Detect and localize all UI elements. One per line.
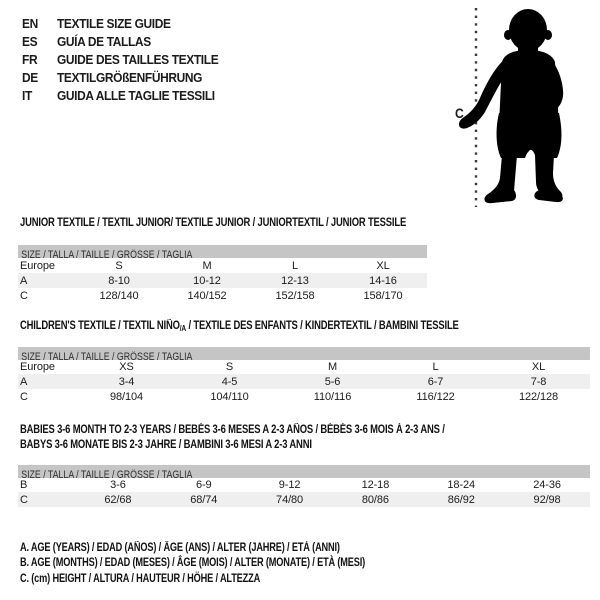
- lang-row-fr: [22, 51, 218, 69]
- height-label: C: [455, 106, 464, 121]
- size-value-cell: 92/98: [504, 492, 590, 507]
- children-title-subscript: /A: [179, 324, 186, 333]
- children-title-text: / TEXTILE DES ENFANTS / KINDERTEXTIL / BAMBINI TESSILE: [185, 320, 459, 332]
- size-value-cell: 86/92: [418, 492, 504, 507]
- row-label: C: [18, 492, 75, 507]
- footnote-c: C. (cm) HEIGHT / ALTURA / HAUTEUR / HÖHE / ALTEZZA: [20, 572, 261, 585]
- lang-row-en: [22, 15, 218, 33]
- size-value-cell: 4-5: [178, 374, 281, 389]
- junior-size-header-text: SIZE / TALLA / TAILLE / GRÖSSE / TAGLIA: [21, 249, 193, 258]
- size-value-cell: M: [327, 360, 338, 373]
- row-label: C: [20, 289, 28, 302]
- size-value-cell: S: [115, 259, 123, 272]
- toddler-figure: [440, 0, 600, 215]
- size-value-cell: 74/80: [247, 492, 333, 507]
- size-value-cell: 110/116: [313, 390, 352, 403]
- table-row: [18, 374, 590, 389]
- table-row: [18, 359, 590, 374]
- children-size-header-text: SIZE / TALLA / TAILLE / GRÖSSE / TAGLIA: [21, 351, 193, 360]
- lang-row-de: [22, 69, 218, 87]
- size-value-cell: L: [432, 360, 439, 373]
- lang-title: GUIDA ALLE TAGLIE TESSILI: [56, 88, 215, 103]
- row-label: A: [18, 273, 75, 288]
- lang-code: IT: [22, 88, 32, 103]
- lang-title: GUIDE DES TAILLES TEXTILE: [56, 52, 219, 67]
- lang-title: TEXTILE SIZE GUIDE: [56, 16, 171, 31]
- junior-size-header-bar: [18, 245, 427, 258]
- size-value-cell: 12-18: [361, 478, 390, 491]
- table-row: [18, 477, 590, 492]
- size-value-cell: 158/170: [363, 289, 403, 302]
- toddler-silhouette-icon: [459, 9, 563, 203]
- size-value-cell: L: [291, 259, 299, 272]
- row-label: B: [20, 478, 28, 491]
- size-value-cell: 104/110: [210, 390, 249, 403]
- size-value-cell: XS: [119, 360, 134, 373]
- row-label: Europe: [20, 360, 55, 373]
- size-value-cell: 140/152: [187, 289, 227, 302]
- lang-row-it: [22, 87, 218, 105]
- size-value-cell: XL: [376, 259, 390, 272]
- size-value-cell: 12-13: [251, 273, 339, 288]
- lang-code: EN: [22, 16, 38, 31]
- size-value-cell: 62/68: [75, 492, 161, 507]
- size-value-cell: 6-9: [195, 478, 212, 491]
- footnote-b: B. AGE (MONTHS) / EDAD (MESES) / ÂGE (MOIS) / ALTER (MONATE) / ETÀ (MESI): [20, 557, 366, 570]
- table-row: [18, 273, 427, 288]
- lang-title: TEXTILGRÖßENFÜHRUNG: [56, 70, 203, 85]
- size-value-cell: 116/122: [416, 390, 455, 403]
- lang-code: DE: [22, 70, 38, 85]
- children-section-title: [20, 320, 459, 335]
- footnote-a: A. AGE (YEARS) / EDAD (AÑOS) / ÂGE (ANS) / ALTER (JAHRE) / ETÀ (ANNI): [20, 542, 340, 554]
- size-value-cell: 68/74: [161, 492, 247, 507]
- footnotes: [20, 541, 365, 587]
- size-value-cell: 8-10: [75, 273, 163, 288]
- size-value-cell: XL: [531, 360, 546, 373]
- size-value-cell: 10-12: [163, 273, 251, 288]
- table-row: [18, 288, 427, 303]
- size-value-cell: 152/158: [275, 289, 315, 302]
- children-size-table: [18, 359, 590, 404]
- size-value-cell: 3-6: [110, 478, 126, 491]
- lang-code: FR: [22, 52, 38, 67]
- size-value-cell: 3-4: [75, 374, 178, 389]
- row-label: C: [20, 390, 28, 403]
- table-row: [18, 389, 590, 404]
- size-value-cell: 80/86: [332, 492, 418, 507]
- size-value-cell: 18-24: [447, 478, 476, 491]
- row-label: A: [18, 374, 75, 389]
- size-value-cell: M: [202, 259, 212, 272]
- babies-size-table: [18, 477, 590, 507]
- size-value-cell: S: [225, 360, 234, 373]
- junior-section-title: JUNIOR TEXTILE / TEXTIL JUNIOR/ TEXTILE JUNIOR / JUNIORTEXTIL / JUNIOR TESSILE: [20, 217, 407, 229]
- size-value-cell: 98/104: [109, 390, 144, 403]
- table-row: [18, 492, 590, 507]
- table-row: [18, 258, 427, 273]
- size-value-cell: 6-7: [384, 374, 487, 389]
- size-value-cell: 24-36: [533, 478, 561, 491]
- junior-size-table: [18, 258, 427, 303]
- babies-size-header-text: SIZE / TALLA / TAILLE / GRÖSSE / TAGLIA: [21, 469, 193, 478]
- size-value-cell: 128/140: [99, 289, 139, 302]
- children-title-text: CHILDREN'S TEXTILE / TEXTIL NIÑO: [20, 320, 180, 332]
- lang-row-es: [22, 33, 218, 51]
- babies-section-title: BABIES 3-6 MONTH TO 2-3 YEARS / BEBÉS 3-6 MESES A 2-3 AÑOS / BÉBÉS 3-6 MOIS À 2-3 ANS / BABYS 3-6 MONATE BIS 2-3 JAHRE / BAMBINI 3-6 MESI A 2-3 ANNI: [20, 424, 445, 451]
- language-title-list: [22, 15, 218, 105]
- lang-title: GUÍA DE TALLAS: [56, 34, 151, 49]
- size-value-cell: 14-16: [339, 273, 427, 288]
- row-label: Europe: [20, 259, 55, 272]
- size-value-cell: 9-12: [278, 478, 301, 491]
- size-value-cell: 7-8: [487, 374, 590, 389]
- size-value-cell: 122/128: [518, 390, 559, 403]
- lang-code: ES: [22, 34, 38, 49]
- size-value-cell: 5-6: [281, 374, 384, 389]
